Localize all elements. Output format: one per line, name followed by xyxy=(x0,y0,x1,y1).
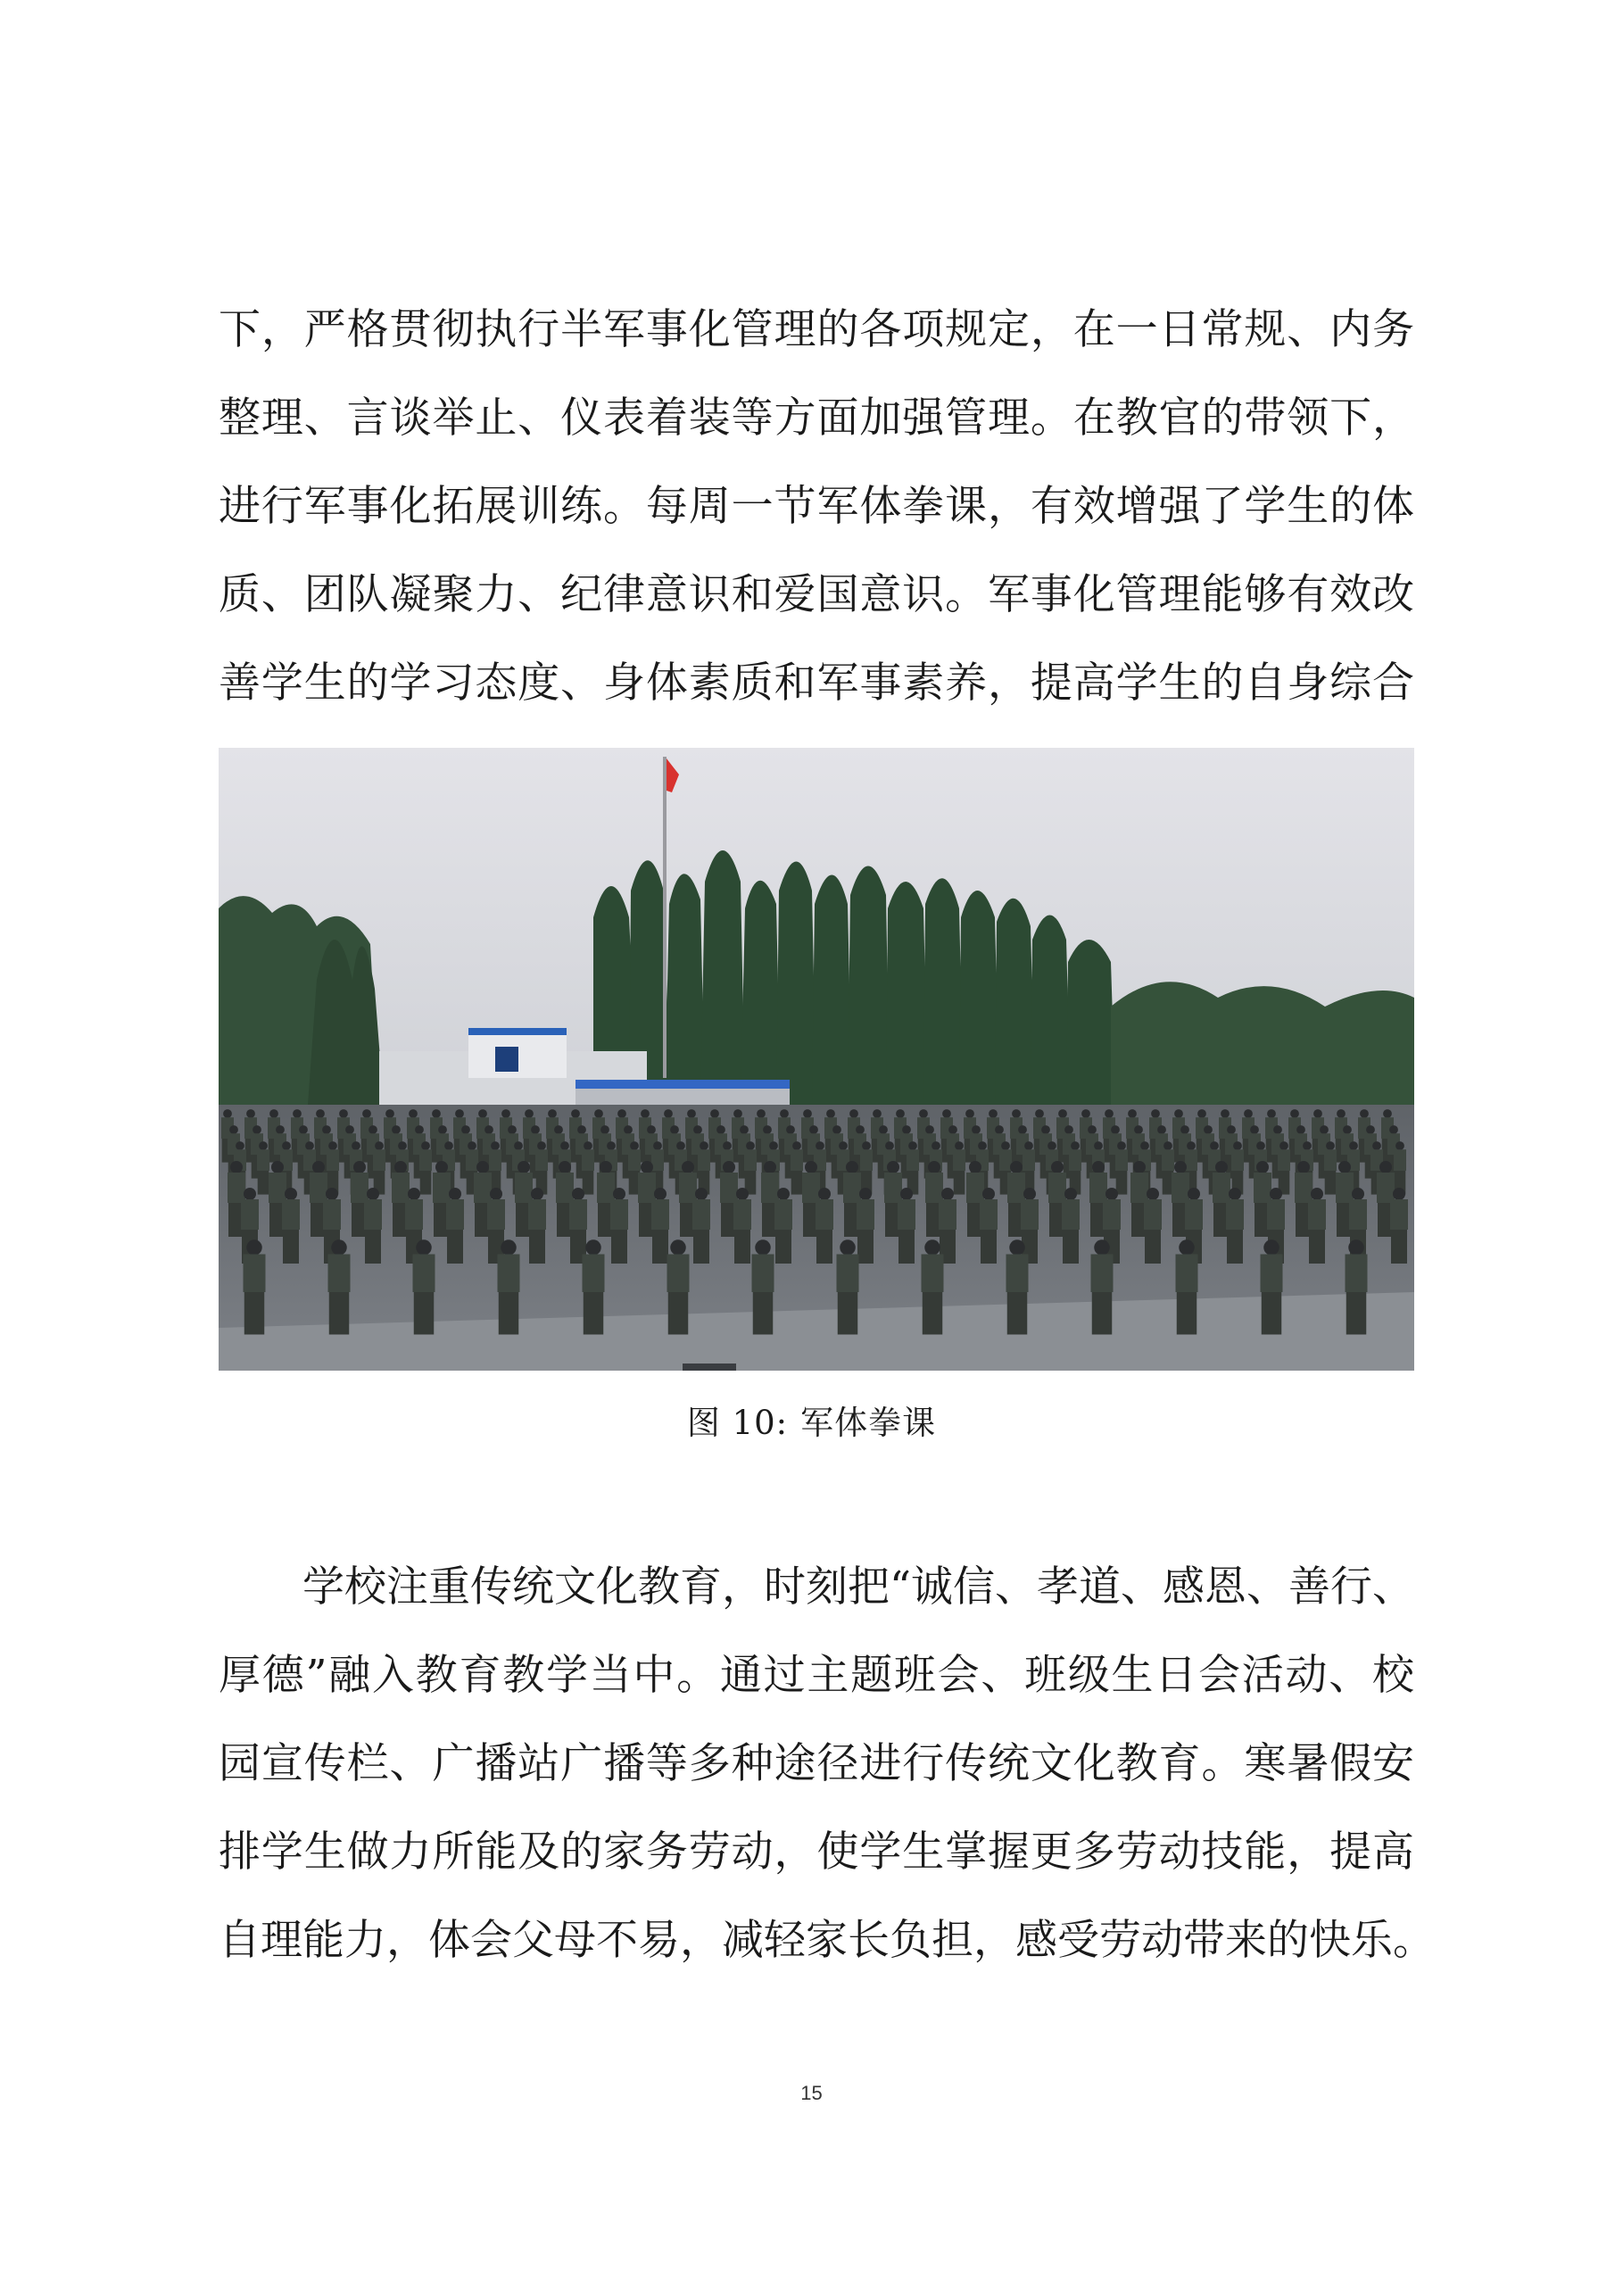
paragraph-traditional-culture xyxy=(219,1543,1435,1985)
paragraph-military-management xyxy=(219,286,1414,816)
text-line: 善学生的学习态度、身体素质和军事素养，提高学生的自身综合 xyxy=(219,659,1414,708)
photo-military-boxing-class xyxy=(219,748,1414,1371)
text-line: 进行军事化拓展训练。每周一节军体拳课，有效增强了学生的体 xyxy=(219,482,1414,531)
figure-caption-text: 军体拳课 xyxy=(800,1404,937,1442)
page-number: 15 xyxy=(800,2082,823,2104)
text-line: 园宣传栏、广播站广播等多种途径进行传统文化教育。寒暑假安 xyxy=(219,1739,1414,1788)
figure-number: 图 10: xyxy=(686,1404,789,1442)
text-line: 下，严格贯彻执行半军事化管理的各项规定，在一日常规、内务 xyxy=(219,305,1414,354)
text-line: 整理、言谈举止、仪表着装等方面加强管理。在教官的带领下， xyxy=(219,394,1414,443)
text-line: 厚德”融入教育教学当中。通过主题班会、班级生日会活动、校 xyxy=(219,1651,1414,1700)
figure-caption xyxy=(0,1397,1623,1450)
text-line: 自理能力，体会父母不易，减轻家长负担，感受劳动带来的快乐。 xyxy=(219,1916,1435,1965)
text-line: 学校注重传统文化教育，时刻把“诚信、孝道、感恩、善行、 xyxy=(302,1562,1415,1612)
text-line: 排学生做力所能及的家务劳动，使学生掌握更多劳动技能，提高 xyxy=(219,1828,1414,1877)
text-line: 质、团队凝聚力、纪律意识和爱国意识。军事化管理能够有效改 xyxy=(219,570,1414,619)
